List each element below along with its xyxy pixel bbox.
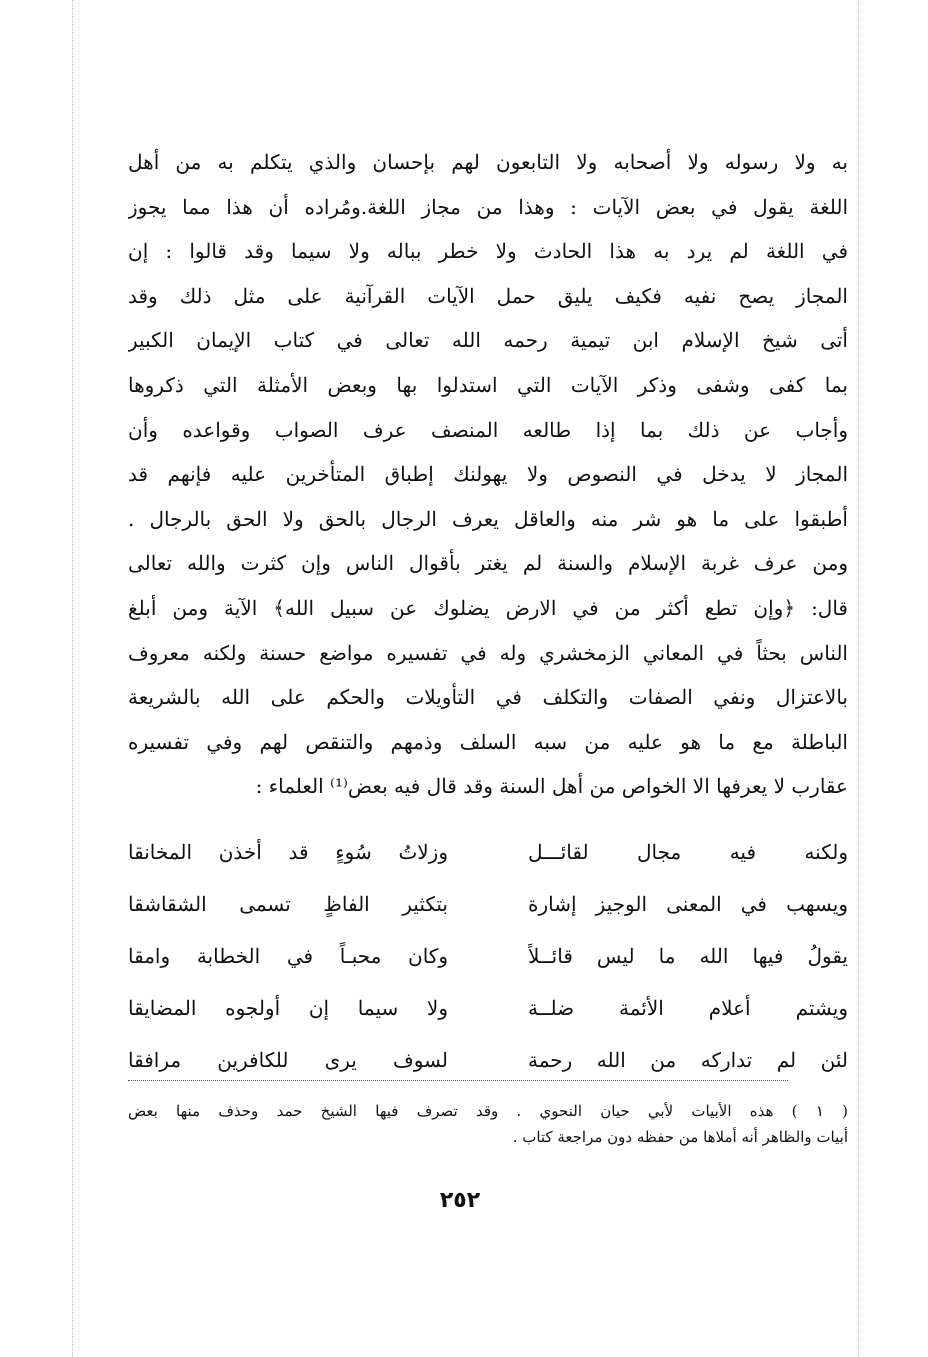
verse-second-half: لسوف يرى للكافرين مرافقا: [128, 1048, 448, 1072]
footnote: [128, 1098, 848, 1150]
text-line: الباطلة مع ما هو عليه من سبه السلف وذمهم والتنقص لهم وفي تفسيره: [128, 729, 848, 754]
verse-second-half: وزلاتُ سُوءٍ قد أخذن المخانقا: [128, 840, 448, 864]
verse-first-half: يقولُ فيها الله ما ليس قائــلاً: [528, 944, 848, 968]
verse-second-half: ولا سيما إن أولجوه المضايقا: [128, 996, 448, 1020]
text-line: المجاز يصح نفيه فكيف يليق حمل الآيات القرآنية على مثل ذلك وقد: [128, 283, 848, 308]
poem-verse: [128, 982, 848, 1034]
poem-verse: [128, 826, 848, 878]
footnote-line: ( ١ ) هذه الأبيات لأبي حيان النحوي . وقد تصرف فيها الشيخ حمد وحذف منها بعض: [128, 1102, 848, 1120]
text-line: بالاعتزال ونفي الصفات والتكلف في التأويلات والحكم على الله بالشريعة: [128, 685, 848, 710]
text-line: ومن عرف غربة الإسلام والسنة لم يغتر بأقوال الناس وإن كثرت والله تعالى: [128, 551, 848, 576]
text-line: أطبقوا على ما هو شر منه والعاقل يعرف الرجال بالحق ولا الحق بالرجال .: [128, 506, 848, 531]
text-line: بما كفى وشفى وذكر الآيات التي استدلوا بها وبعض الأمثلة التي ذكروها: [128, 372, 848, 397]
text-line: قال: ﴿وإن تطع أكثر من في الارض يضلوك عن سبيل الله﴾ الآية ومن أبلغ: [128, 595, 848, 620]
page-number: ٢٥٢: [439, 1188, 481, 1213]
main-text-block: [128, 140, 848, 809]
poem-verse: [128, 878, 848, 930]
text-line: وأجاب عن ذلك بما إذا طالعه المنصف عرف الصواب وقواعده وأن: [128, 417, 848, 442]
verse-second-half: بتكثير الفاظٍ تسمى الشقاشقا: [128, 892, 448, 916]
text-line: عقارب لا يعرفها الا الخواص من أهل السنة وقد قال فيه بعض⁽¹⁾ العلماء :: [255, 774, 848, 799]
text-line: أتى شيخ الإسلام ابن تيمية رحمه الله تعالى في كتاب الإيمان الكبير: [128, 328, 848, 353]
poem-verse: [128, 930, 848, 982]
verse-first-half: لئن لم تداركه من الله رحمة: [528, 1048, 848, 1072]
footnote-line: أبيات والظاهر أنه أملاها من حفظه دون مراجعة كتاب .: [512, 1128, 848, 1146]
text-line: الناس بحثاً في المعاني الزمخشري وله في تفسيره مواضع حسنة ولكنه معروف: [128, 640, 848, 665]
verse-second-half: وكان محبـاً في الخطابة وامقا: [128, 944, 448, 968]
verse-first-half: ويسهب في المعنى الوجيز إشارة: [528, 892, 848, 916]
verse-first-half: ويشتم أعلام الأئمة ضلــة: [528, 996, 848, 1020]
page-edge-dots-left: [72, 0, 73, 1357]
text-line: به ولا رسوله ولا أصحابه ولا التابعون لهم بإحسان والذي يتكلم به من أهل: [128, 150, 848, 174]
text-line: اللغة يقول في بعض الآيات : وهذا من مجاز اللغة.ومُراده أن هذا مما يجوز: [128, 194, 848, 219]
poem-block: [128, 826, 848, 1086]
footnote-separator: [128, 1080, 788, 1081]
page-edge-dots-right: [858, 0, 859, 1357]
poem-verse: [128, 1034, 848, 1086]
verse-first-half: ولكنه فيه مجال لقائـــل: [528, 840, 848, 864]
text-line: في اللغة لم يرد به هذا الحادث ولا خطر بباله ولا سيما وقد قالوا : إن: [128, 239, 848, 264]
text-line: المجاز لا يدخل في النصوص ولا يهولنك إطباق المتأخرين عليه فإنهم قد: [128, 462, 848, 487]
